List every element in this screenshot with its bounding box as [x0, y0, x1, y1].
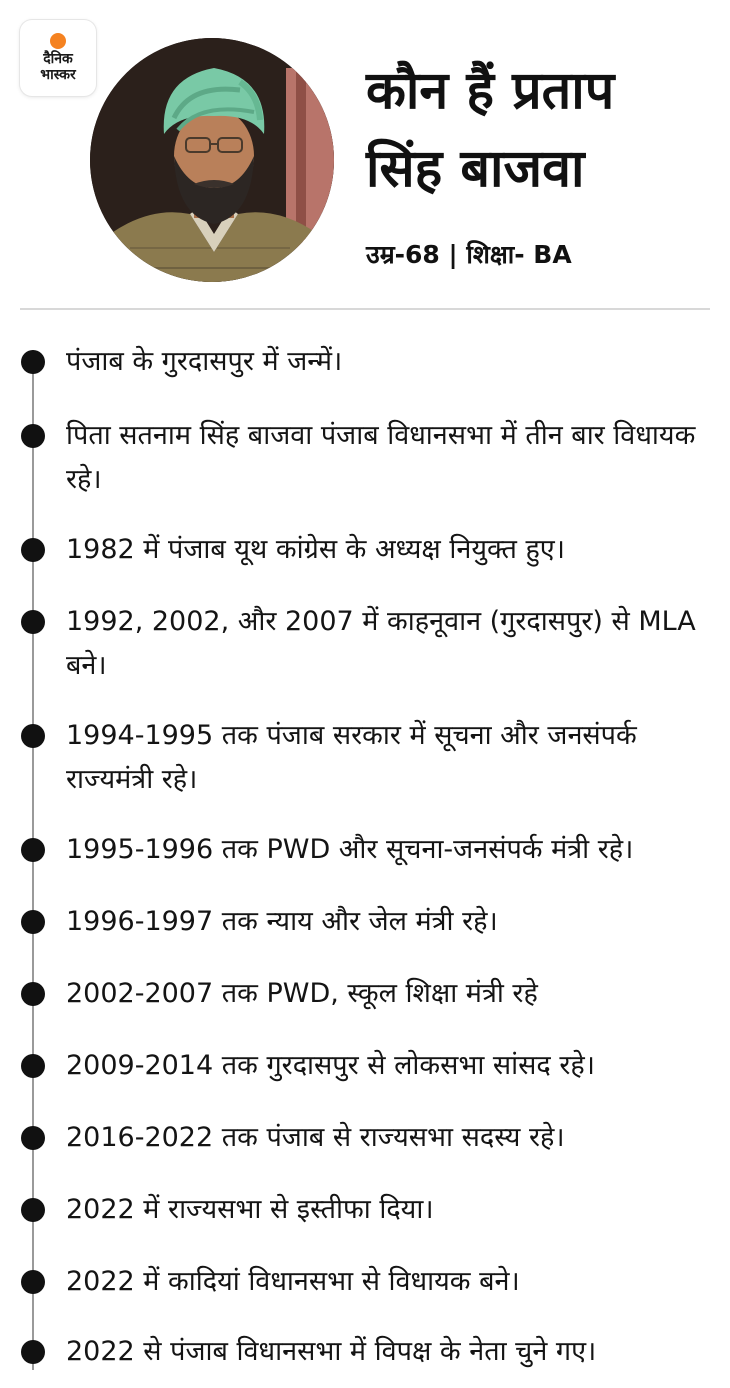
timeline-text: 1992, 2002, और 2007 में काहनूवान (गुरदासपुर) से MLA बने। — [66, 606, 696, 681]
timeline-text: पिता सतनाम सिंह बाजवा पंजाब विधानसभा में तीन बार विधायक रहे। — [66, 420, 696, 495]
bullet-dot-icon — [21, 350, 45, 374]
timeline-text: 2022 में राज्यसभा से इस्तीफा दिया। — [66, 1194, 434, 1225]
timeline-text: 2022 में कादियां विधानसभा से विधायक बने। — [66, 1266, 520, 1297]
bullet-dot-icon — [21, 1054, 45, 1078]
header-divider — [20, 308, 710, 310]
bullet-dot-icon — [21, 1340, 45, 1364]
timeline-text: 1995-1996 तक PWD और सूचना-जनसंपर्क मंत्री रहे। — [66, 834, 634, 865]
logo-text-line2: भास्कर — [40, 67, 76, 83]
timeline-text: 1982 में पंजाब यूथ कांग्रेस के अध्यक्ष नियुक्त हुए। — [66, 534, 565, 565]
person-portrait-icon — [90, 38, 334, 282]
bullet-dot-icon — [21, 982, 45, 1006]
timeline-text: 1994-1995 तक पंजाब सरकार में सूचना और जनसंपर्क राज्यमंत्री रहे। — [66, 720, 637, 795]
portrait-photo — [90, 38, 334, 282]
bullet-dot-icon — [21, 838, 45, 862]
age-education-line: उम्र-68 | शिक्षा- BA — [366, 240, 572, 269]
page-title — [366, 52, 716, 208]
bullet-dot-icon — [21, 910, 45, 934]
bullet-dot-icon — [21, 538, 45, 562]
timeline-text: 2002-2007 तक PWD, स्कूल शिक्षा मंत्री रहे — [66, 978, 538, 1009]
timeline-text: 2022 से पंजाब विधानसभा में विपक्ष के नेता चुने गए। — [66, 1336, 597, 1367]
bullet-dot-icon — [21, 1270, 45, 1294]
timeline-text: पंजाब के गुरदासपुर में जन्में। — [66, 346, 343, 377]
bullet-dot-icon — [21, 1126, 45, 1150]
logo-text-line1: दैनिक — [43, 51, 73, 67]
brand-logo — [20, 20, 96, 96]
title-line-1: कौन हैं प्रताप — [366, 61, 615, 121]
bullet-dot-icon — [21, 1198, 45, 1222]
timeline-text: 2009-2014 तक गुरदासपुर से लोकसभा सांसद रहे। — [66, 1050, 595, 1081]
bullet-dot-icon — [21, 724, 45, 748]
timeline-text: 1996-1997 तक न्याय और जेल मंत्री रहे। — [66, 906, 498, 937]
title-line-2: सिंह बाजवा — [366, 139, 585, 199]
timeline — [0, 320, 730, 1380]
timeline-text: 2016-2022 तक पंजाब से राज्यसभा सदस्य रहे। — [66, 1122, 565, 1153]
bullet-dot-icon — [21, 424, 45, 448]
sun-icon — [50, 33, 66, 49]
bullet-dot-icon — [21, 610, 45, 634]
